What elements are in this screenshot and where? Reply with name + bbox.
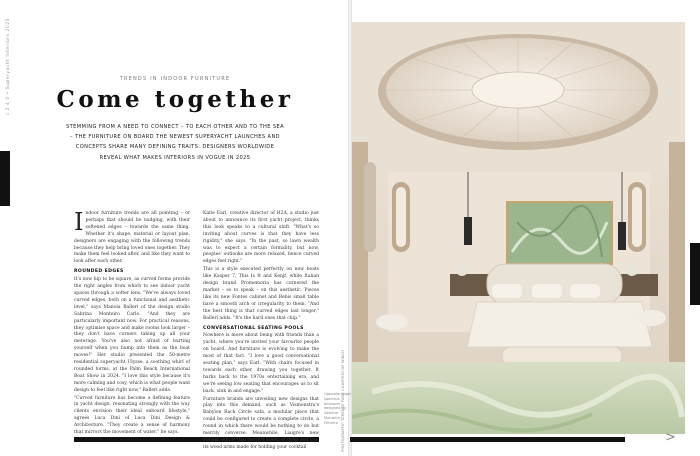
left-pendant-lamp (464, 217, 472, 245)
left-oval-mirror (364, 162, 376, 252)
body-paragraph: It's now hip to be square, as curved forms provide the right angles from which to see indoor yacht spaces through a softer lens. "We've always loved curved edges, both on a functional and aesthetic level," says Manola Balleri of the design studio Sabrina Monteiro Carlo. "And they are particularly important now. For practical reasons, they optimise space and make rooms look larger – they don't have corners taking up all your meterage. You've also not afraid of hurting yourself when you bump into them as the boat moves!" Her studio presented the 50-metre residential superyacht Ulysse, a soothing whirl of rounded forms, at the Palm Beach International Boat Show in 2024. "I love this style because it's more calming and cosy, which is what people want design to feel like right now," Balleri adds. (74, 277, 190, 393)
right-footer-rule (350, 437, 625, 442)
right-edge-marker (690, 243, 700, 305)
left-vase (456, 264, 468, 276)
bedroom-illustration (352, 22, 685, 434)
jade-artwork (507, 202, 612, 264)
pillow (532, 284, 562, 298)
next-page-arrow[interactable]: > (665, 430, 676, 445)
issue-vertical-label: c 2 4 0 • Superyacht Interiors 2025 (6, 18, 11, 116)
section-kicker: TRENDS IN INDOOR FURNITURE (119, 76, 231, 82)
photo-caption: Opposite page: spacious bedroom designed by Sabrina Monteiro Ferreira (324, 392, 352, 425)
body-paragraph: This is a style executed perfectly on new boats like Kasper 7, This Is It and Kenjf, while Italian design brand Promemoria has cornered the market – so to speak – on this aesthetic. Pieces like its new Fontes cabinet and Rebis small table have a smooth arch or irregularity to them. "And the best thing is that curved edges last longer," Balleri adds. "It's the hard ones that chip." (203, 267, 319, 321)
body-paragraph: Nowhere is more about being with friends than a yacht, where you're invited your favourite people on board. And furniture is evolving to make the most of that fact. "I love a good conversational seating plan," says Earl. "With chairs focused in towards each other, drawing you together. It harks back to the 1970s entertaining era, and we're seeing low seating that encourages us to sit back, sink in and engage." (203, 333, 319, 394)
right-plant (638, 310, 666, 326)
body-paragraph: Katie Earl, creative director of H2A, a studio just about to announce its first yacht project, thinks this look speaks to a cultural shift. "What's so inviting about curves is that they have less rigidity," she says. "In the past, so lawn wealth was to expect a certain formality, but now, peoples' outlooks are more relaxed, hence curved edges feel right." (203, 211, 319, 265)
right-pendant-lamp (618, 222, 626, 250)
left-plant (376, 314, 408, 330)
left-edge-marker (0, 151, 10, 206)
bed (467, 302, 652, 347)
drop-cap: I (74, 208, 84, 236)
body-column-2 (203, 211, 319, 453)
right-vase (626, 264, 638, 276)
jade-floor (352, 362, 685, 434)
pillow (570, 284, 600, 298)
ceiling-center (472, 72, 564, 108)
article-title: Come together (56, 86, 294, 113)
photo-credit: PHOTOGRAPHY: TERENCE PAGE COURTESY OF WINCH (340, 350, 345, 452)
subhead-rounded-edges: ROUNDED EDGES (74, 269, 124, 275)
body-paragraph: Furniture brands are unveiling new designs that play into this demand, such as Vismonstra's Babylon Rack Circle sofa, a modular piece that could be configured to create a complete circle, a round in which there would be nothing to do but merrily converse. Meanwhile, Liaigre's new Belaga sofa is that perfect blend of deep and low, its wood arms made for holding your cocktail (203, 396, 319, 450)
subhead-seating-pools: CONVERSATIONAL SEATING POOLS (203, 325, 304, 331)
article-standfirst: STEMMING FROM A NEED TO CONNECT – TO EACH OTHER AND TO THE SEA – THE FURNITURE ON BOARD THE NEWEST SUPERYACHT LAUNCHES AND CONCEPTS SHARE MANY DEFINING TRAITS. DESIGNERS WORLDWIDE REVEAL WHAT MAKES INTERIORS IN VOGUE IN 2025 (66, 124, 284, 161)
body-paragraph: "Curved furniture has become a defining feature in yacht design, resonating strongly with the way clients envision their ideal onboard lifestyle," agrees Luca Dini of Luca Dini Design & Architecture. "They create a sense of harmony that mirrors the movement of water," he says. (74, 395, 190, 436)
pillow (492, 284, 522, 298)
bedroom-photo (352, 22, 685, 434)
intro-paragraph: Indoor furniture trends are all pointing – or perhaps that should be nudging, with their softened edges – towards the same thing. Whether it's shape, material or layout plan, designers are engaging with the following trends because they help bring loved ones together. They make them feel looked after, and like they want to look after each other. (74, 208, 190, 265)
body-column-1 (74, 208, 190, 438)
